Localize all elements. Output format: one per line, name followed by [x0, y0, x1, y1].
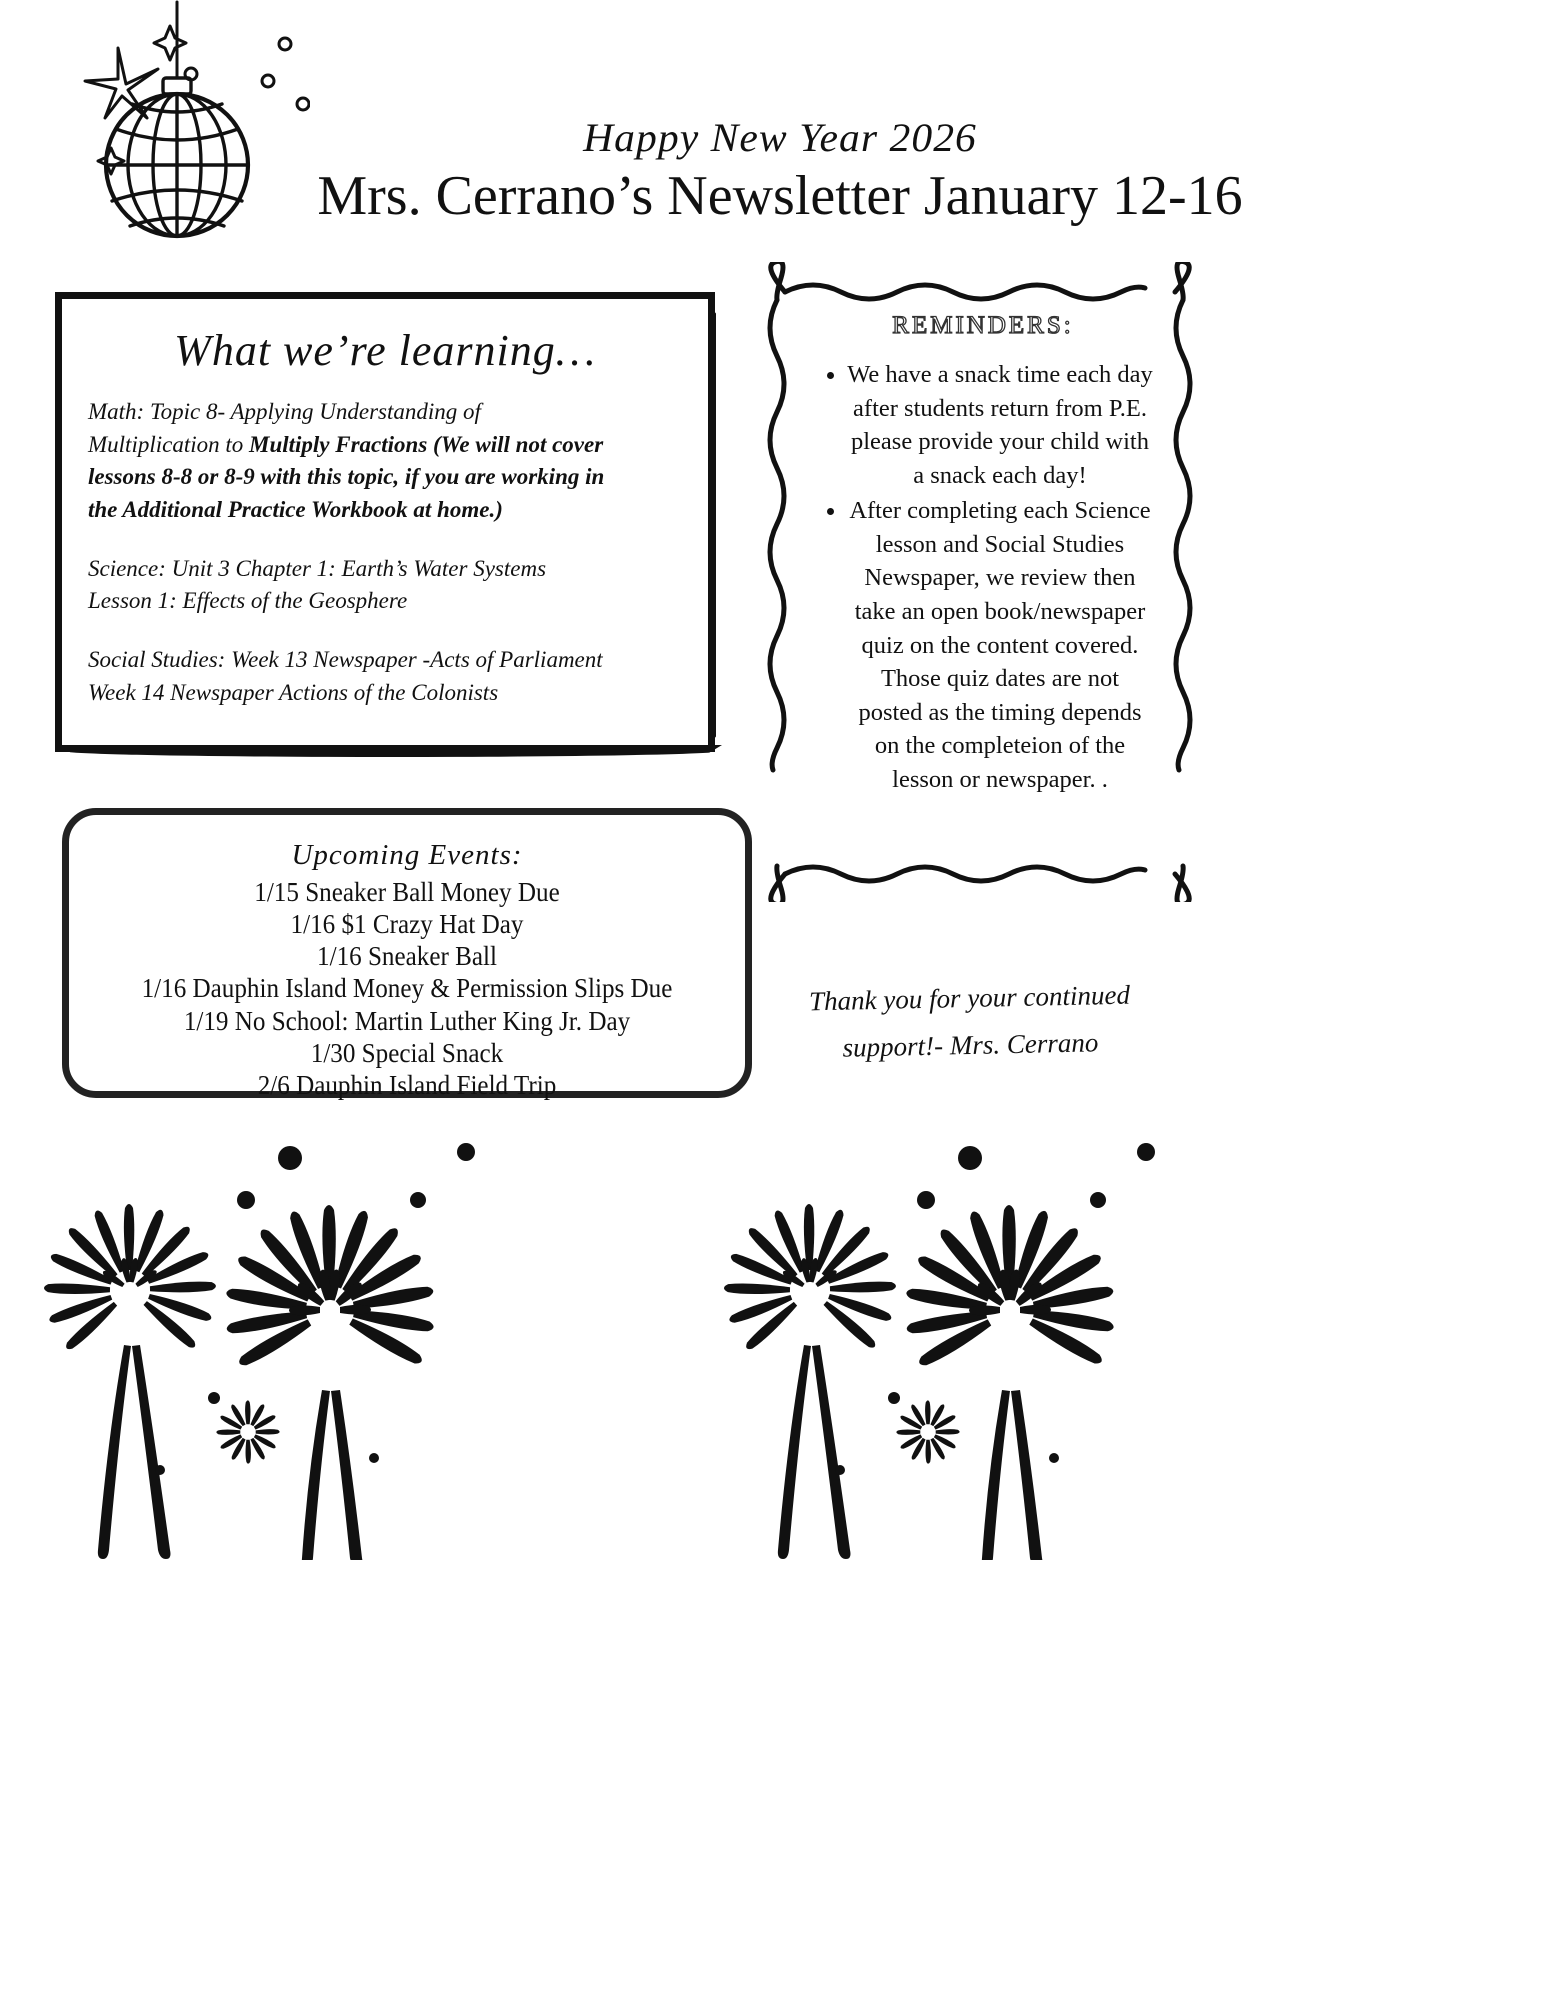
list-item: 1/30 Special Snack [310, 1037, 504, 1068]
fireworks-icon [0, 1140, 520, 1560]
math-line-4-bold: the Additional Practice Workbook at home.) [88, 496, 503, 522]
science-line-1: Science: Unit 3 Chapter 1: Earth’s Water Systems [88, 555, 547, 581]
math-line-3-bold: lessons 8-8 or 8-9 with this topic, if you are working in [88, 464, 605, 490]
learning-math-block [62, 396, 708, 709]
greeting-text: Happy New Year 2026 [583, 115, 977, 160]
spacer [88, 618, 682, 644]
math-line-2-plain: Multiplication to [88, 431, 249, 457]
page-header [250, 115, 1310, 228]
page-title: Mrs. Cerrano’s Newsletter January 12-16 [317, 165, 1243, 227]
closing-line-1: Thank you for your continued [808, 979, 1131, 1017]
social-studies-line-2: Week 14 Newspaper Actions of the Colonists [88, 679, 499, 705]
science-line-2: Lesson 1: Effects of the Geosphere [88, 588, 408, 614]
upcoming-events-box [62, 808, 752, 1098]
list-item: • We have a snack time each day after students return from P.E. please provide your child with a snack each day! [847, 358, 1153, 492]
reminders-content [813, 312, 1153, 798]
list-item: 1/15 Sneaker Ball Money Due [254, 877, 560, 907]
math-line-2 [88, 429, 682, 462]
learning-box [55, 292, 715, 752]
reminders-list [813, 358, 1153, 796]
list-item: 1/16 Sneaker Ball [317, 941, 497, 972]
reminders-box [745, 262, 1215, 902]
spacer [88, 527, 682, 553]
math-line-2-bold: Multiply Fractions (We will not cover [249, 431, 604, 457]
math-line-1: Math: Topic 8- Applying Understanding of [88, 399, 481, 424]
events-list [69, 876, 745, 1101]
fireworks-icon [680, 1140, 1200, 1560]
reminders-title: REMINDERS: [892, 312, 1074, 339]
math-line-3 [88, 461, 682, 494]
list-item: 1/19 No School: Martin Luther King Jr. Day [183, 1005, 631, 1036]
list-item: • After completing each Science lesson and Social Studies Newspaper, we review then take an open book/newspaper quiz on the content covered. Those quiz dates are not posted as the timing depends on the completeion of the lesson or newspaper. . [847, 494, 1153, 796]
math-line-4 [88, 494, 682, 527]
social-studies-line-1: Social Studies: Week 13 Newspaper -Acts of Parliament [88, 646, 603, 672]
learning-box-title: What we’re learning… [174, 326, 596, 375]
list-item: 1/16 Dauphin Island Money & Permission Slips Due [141, 973, 673, 1004]
list-item: 2/6 Dauphin Island Field Trip [257, 1069, 557, 1100]
events-title: Upcoming Events: [291, 839, 523, 871]
list-item: 1/16 $1 Crazy Hat Day [290, 909, 524, 940]
closing-line-2: support!- Mrs. Cerrano [842, 1027, 1099, 1063]
closing-message [799, 971, 1141, 1073]
